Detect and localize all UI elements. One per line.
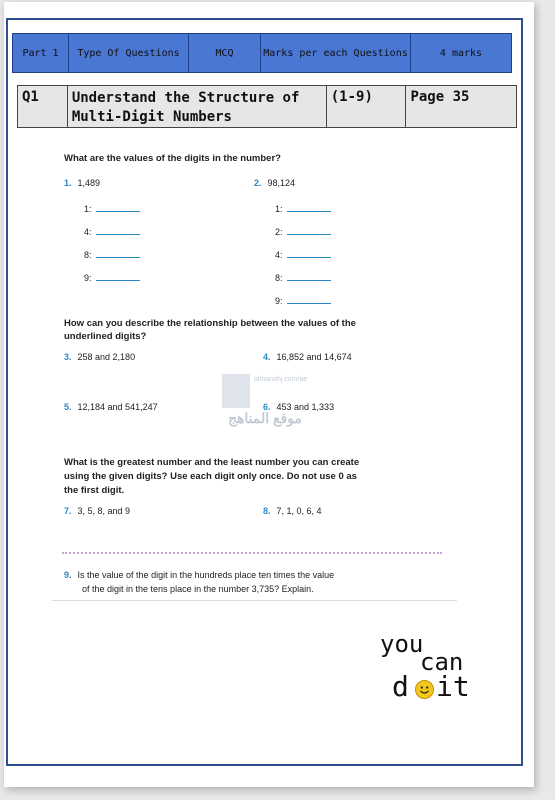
header-type-of-questions: Type Of Questions <box>69 34 189 72</box>
q1-number: Q1 <box>18 86 68 127</box>
question-2-number: 2. <box>254 178 262 188</box>
q1-answer-line[interactable]: 9: <box>84 272 140 283</box>
question-1-value: 1,489 <box>77 178 101 188</box>
watermark-logo <box>222 374 250 408</box>
section3-prompt-line3: the first digit. <box>64 485 125 496</box>
divider-line <box>52 600 457 601</box>
section3-prompt-line1: What is the greatest number and the least number you can create <box>64 457 360 468</box>
question-2-value: 98,124 <box>267 178 296 188</box>
question-7: 7. 3, 5, 8, and 9 <box>64 506 131 516</box>
q2-answer-line[interactable]: 4: <box>275 249 331 260</box>
question-3: 3. 258 and 2,180 <box>64 352 136 362</box>
question-1-number: 1. <box>64 178 72 188</box>
header-marks-label: Marks per each Questions <box>261 34 411 72</box>
header-part: Part 1 <box>13 34 69 72</box>
smiley-face-icon <box>415 680 434 699</box>
question-8: 8. 7, 1, 0, 6, 4 <box>263 506 322 516</box>
question-9-line2: of the digit in the tens place in the number 3,735? Explain. <box>82 584 314 594</box>
header-mcq: MCQ <box>189 34 261 72</box>
q1-title-line2: Multi-Digit Numbers <box>71 109 232 125</box>
sticker-word-can: can <box>420 648 464 676</box>
q1-table <box>17 85 517 128</box>
sticker-word-it: it <box>436 670 470 703</box>
section3-prompt-line2: using the given digits? Use each digit only once. Do not use 0 as <box>64 471 357 482</box>
question-1 <box>64 178 100 188</box>
q1-answer-line[interactable]: 1: <box>84 203 140 214</box>
q1-answer-line[interactable]: 4: <box>84 226 140 237</box>
sticker-word-d: d <box>392 670 409 703</box>
watermark-arabic: موقع المناهج <box>228 410 302 426</box>
question-9: 9. Is the value of the digit in the hundreds place ten times the value <box>64 570 335 580</box>
dotted-divider <box>62 552 442 554</box>
q2-answer-line[interactable]: 1: <box>275 203 331 214</box>
watermark-site: almanahj.com/ae <box>254 376 308 383</box>
question-4: 4. 16,852 and 14,674 <box>263 352 352 362</box>
q1-title-line1: Understand the Structure of <box>71 90 300 106</box>
header-table <box>12 33 512 73</box>
question-2 <box>254 178 295 188</box>
q2-answer-line[interactable]: 8: <box>275 272 331 283</box>
section2-prompt-line2: underlined digits? <box>64 331 147 342</box>
q1-page: Page 35 <box>410 89 470 105</box>
q2-answer-line[interactable]: 9: <box>275 295 331 306</box>
q2-answer-line[interactable]: 2: <box>275 226 331 237</box>
question-5: 5. 12,184 and 541,247 <box>64 402 158 412</box>
section1-prompt: What are the values of the digits in the number? <box>64 153 281 164</box>
question-6: 6. 453 and 1,333 <box>263 402 335 412</box>
section2-prompt-line1: How can you describe the relationship between the values of the <box>64 318 356 329</box>
q1-answer-line[interactable]: 8: <box>84 249 140 260</box>
sticker-word-you: you <box>380 630 424 658</box>
q1-range: (1-9) <box>327 86 407 127</box>
q1-title <box>68 86 327 127</box>
header-marks-value: 4 marks <box>439 47 483 59</box>
